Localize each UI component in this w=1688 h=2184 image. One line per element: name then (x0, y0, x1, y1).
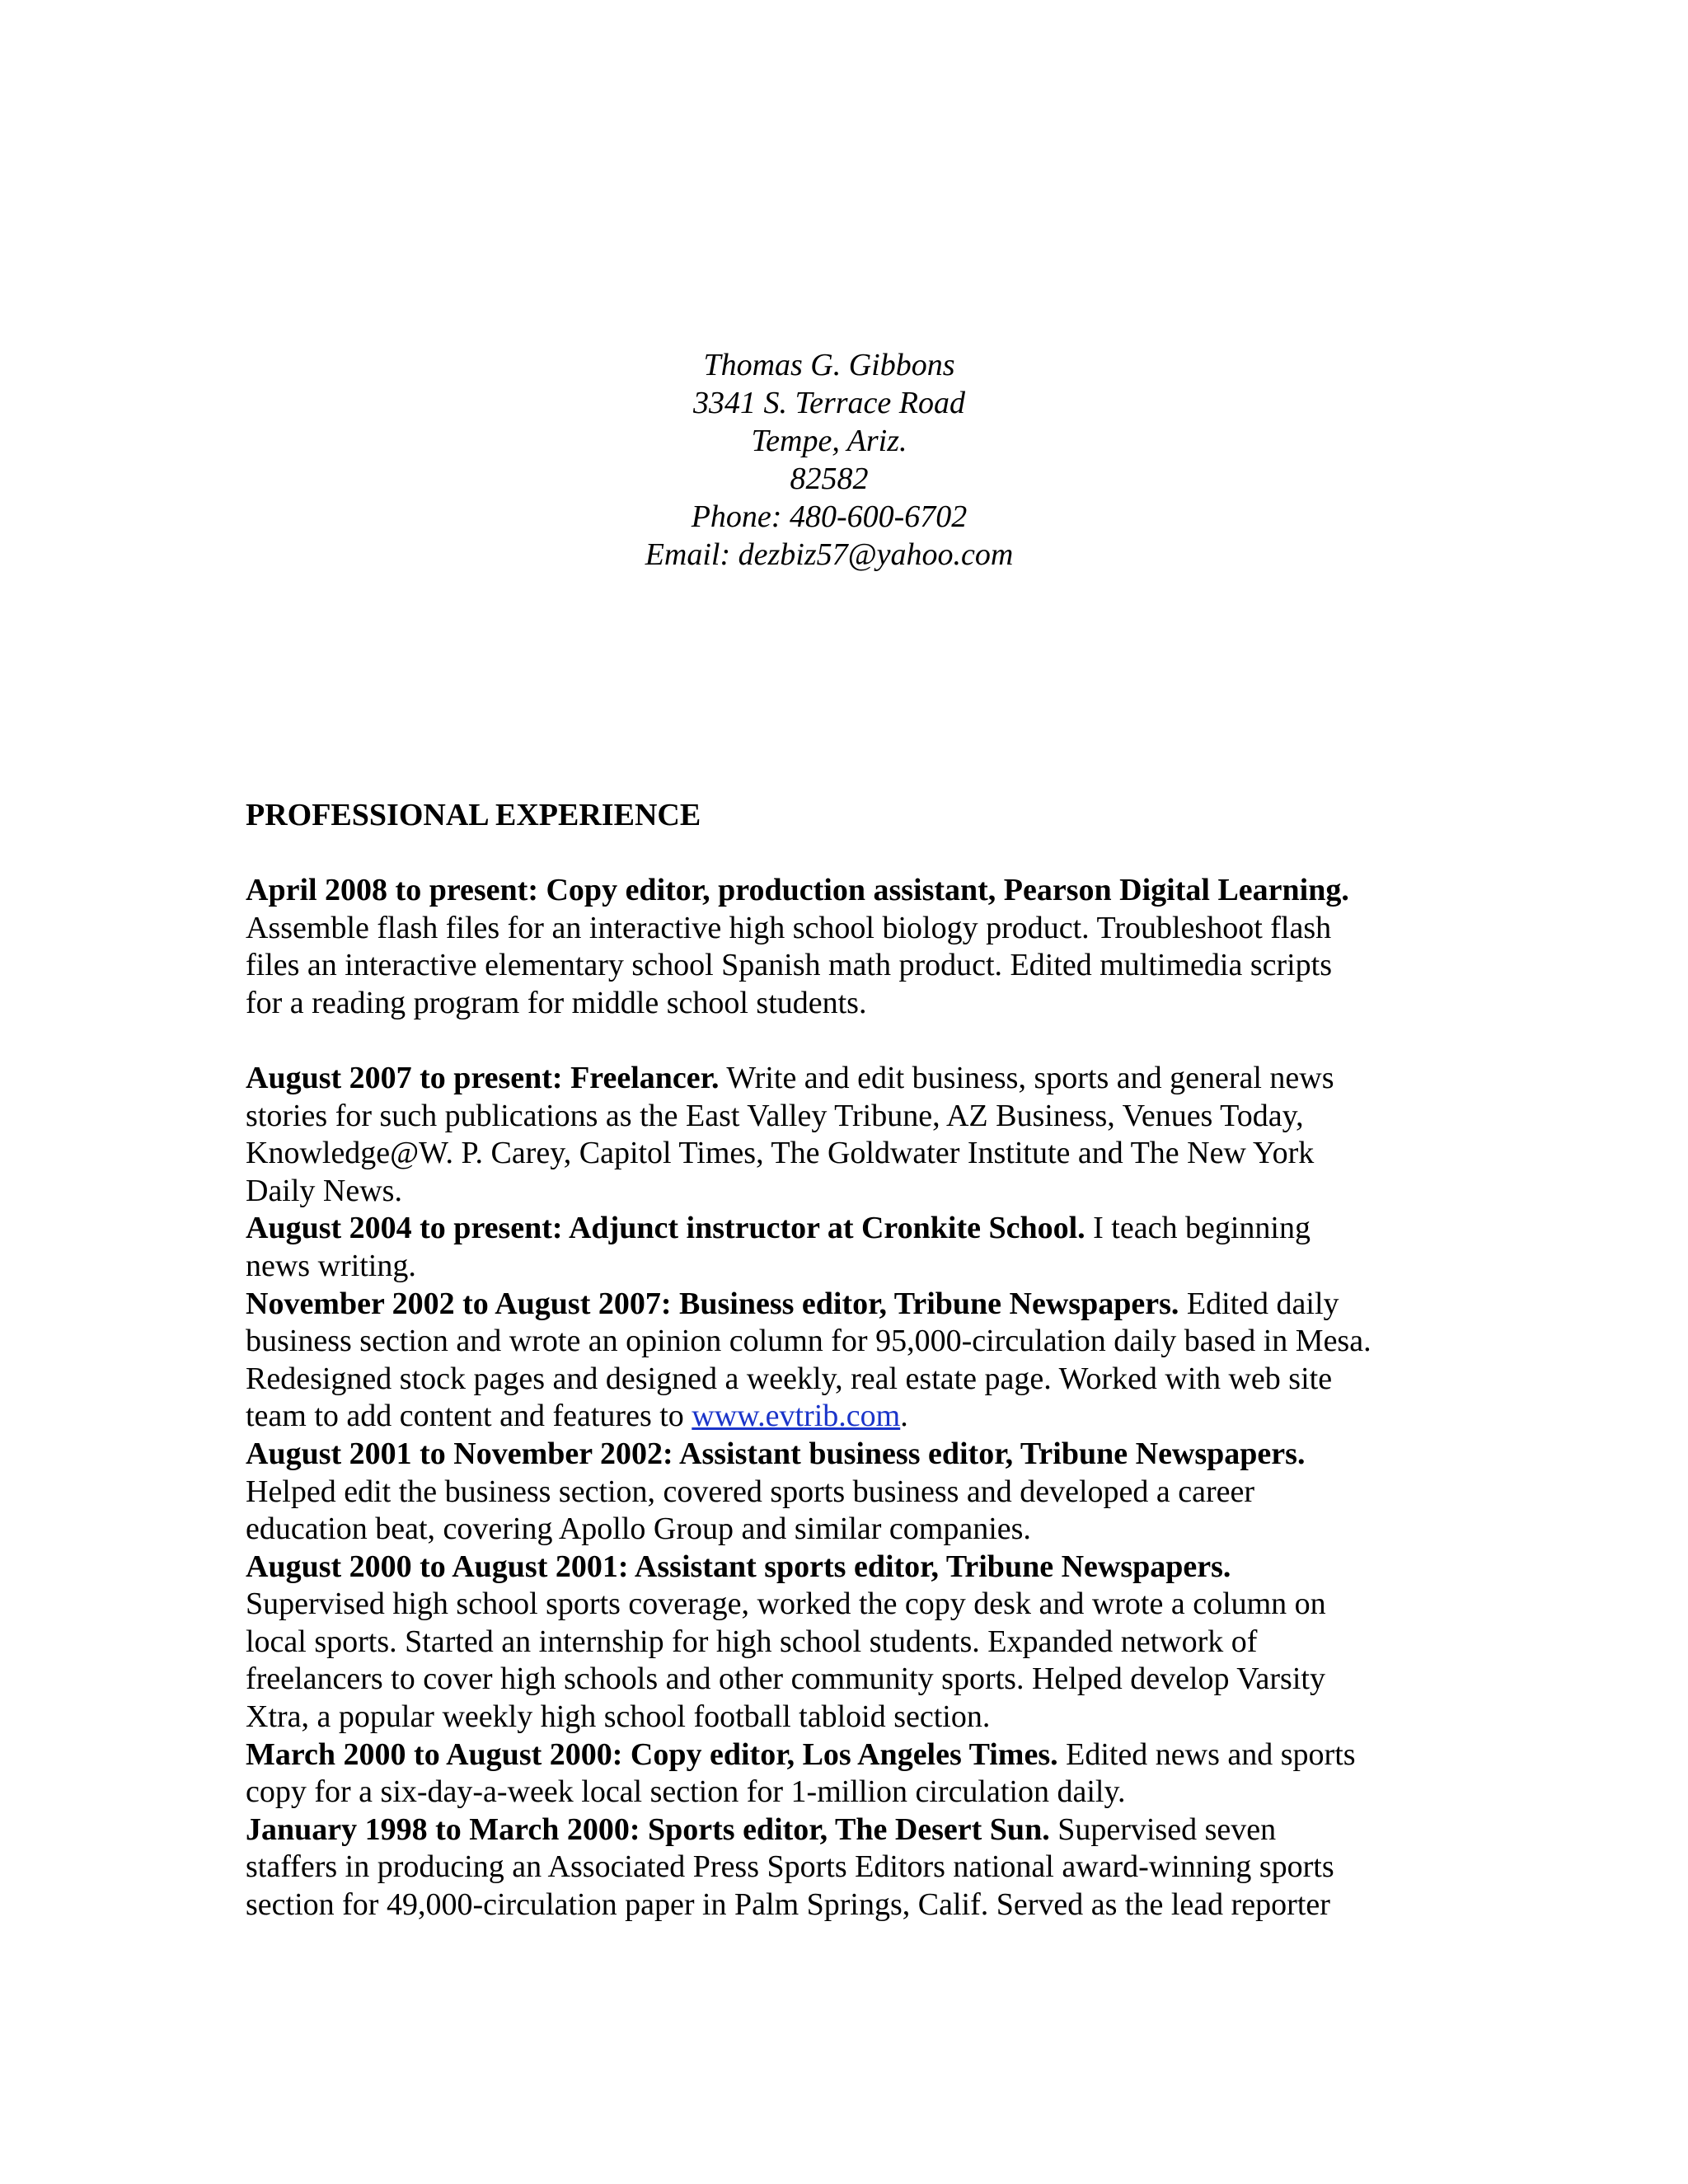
section-title-experience: PROFESSIONAL EXPERIENCE (246, 798, 701, 832)
job-text-line: Supervised high school sports coverage, worked the copy desk and wrote a column on (246, 1586, 1326, 1622)
job-heading-asst-sports-editor: August 2000 to August 2001: Assistant sports editor, Tribune Newspapers. (246, 1549, 1231, 1584)
job-text-line: staffers in producing an Associated Press Sports Editors national award-winning sports (246, 1849, 1334, 1885)
job-entry-desert-sun (246, 1811, 1372, 1849)
job-heading-la-times: March 2000 to August 2000: Copy editor, Los Angeles Times. (246, 1736, 1058, 1772)
job-text-inline: Edited daily (1179, 1286, 1339, 1321)
job-text-inline: team to add content and features to (246, 1399, 692, 1434)
contact-phone: Phone: 480-600-6702 (691, 499, 968, 534)
job-text-line: Daily News. (246, 1173, 402, 1208)
job-text-line: section for 49,000-circulation paper in Palm Springs, Calif. Served as the lead reporter (246, 1887, 1330, 1923)
job-text-line: business section and wrote an opinion column for 95,000-circulation daily based in Mesa. (246, 1324, 1372, 1359)
job-entry-cronkite (246, 1210, 1372, 1248)
job-text-line: Helped edit the business section, covered sports business and developed a career (246, 1474, 1255, 1509)
job-entry-la-times (246, 1736, 1372, 1774)
job-text-inline: I teach beginning (1085, 1211, 1311, 1246)
job-text-line: freelancers to cover high schools and other community sports. Helped develop Varsity (246, 1661, 1325, 1697)
job-text-line: news writing. (246, 1248, 416, 1283)
job-text-line: local sports. Started an internship for high school students. Expanded network of (246, 1624, 1258, 1659)
job-text-line: education beat, covering Apollo Group and similar companies. (246, 1511, 1031, 1547)
contact-email: Email: dezbiz57@yahoo.com (645, 537, 1014, 572)
job-text-line: Knowledge@W. P. Carey, Capitol Times, The Goldwater Institute and The New York (246, 1136, 1315, 1171)
spacer (246, 1022, 1372, 1060)
job-heading-cronkite: August 2004 to present: Adjunct instructor at Cronkite School. (246, 1211, 1085, 1246)
job-text-line: for a reading program for middle school students. (246, 985, 867, 1020)
contact-header (0, 346, 1658, 574)
job-heading-pearson: April 2008 to present: Copy editor, production assistant, Pearson Digital Learning. (246, 873, 1349, 907)
job-text-line: files an interactive elementary school Spanish math product. Edited multimedia scripts (246, 948, 1333, 983)
evtrib-link[interactable]: www.evtrib.com (692, 1399, 901, 1434)
job-text-line: Xtra, a popular weekly high school football tabloid section. (246, 1699, 991, 1735)
job-heading-asst-business-editor: August 2001 to November 2002: Assistant business editor, Tribune Newspapers. (246, 1436, 1306, 1471)
job-text-inline: Write and edit business, sports and general news (719, 1060, 1334, 1095)
job-entry-business-editor (246, 1286, 1372, 1324)
job-text-line-with-link (246, 1398, 1372, 1436)
contact-zip: 82582 (790, 462, 869, 496)
job-text-line: copy for a six-day-a-week local section for 1-million circulation daily. (246, 1774, 1126, 1810)
contact-street: 3341 S. Terrace Road (692, 386, 966, 420)
job-text-inline: Edited news and sports (1057, 1736, 1356, 1772)
experience-list (246, 872, 1372, 1924)
job-text-line: Redesigned stock pages and designed a weekly, real estate page. Worked with web site (246, 1361, 1333, 1396)
contact-city: Tempe, Ariz. (751, 424, 907, 458)
job-text-inline: . (900, 1399, 908, 1434)
contact-name: Thomas G. Gibbons (703, 348, 955, 382)
job-heading-freelancer: August 2007 to present: Freelancer. (246, 1060, 720, 1095)
job-heading-desert-sun: January 1998 to March 2000: Sports editor, The Desert Sun. (246, 1811, 1050, 1847)
job-heading-business-editor: November 2002 to August 2007: Business editor, Tribune Newspapers. (246, 1286, 1179, 1321)
job-text-line: stories for such publications as the East Valley Tribune, AZ Business, Venues Today, (246, 1098, 1304, 1133)
job-text-line: Assemble flash files for an interactive high school biology product. Troubleshoot flash (246, 910, 1332, 945)
job-text-inline: Supervised seven (1049, 1811, 1277, 1847)
job-entry-freelancer (246, 1060, 1372, 1098)
